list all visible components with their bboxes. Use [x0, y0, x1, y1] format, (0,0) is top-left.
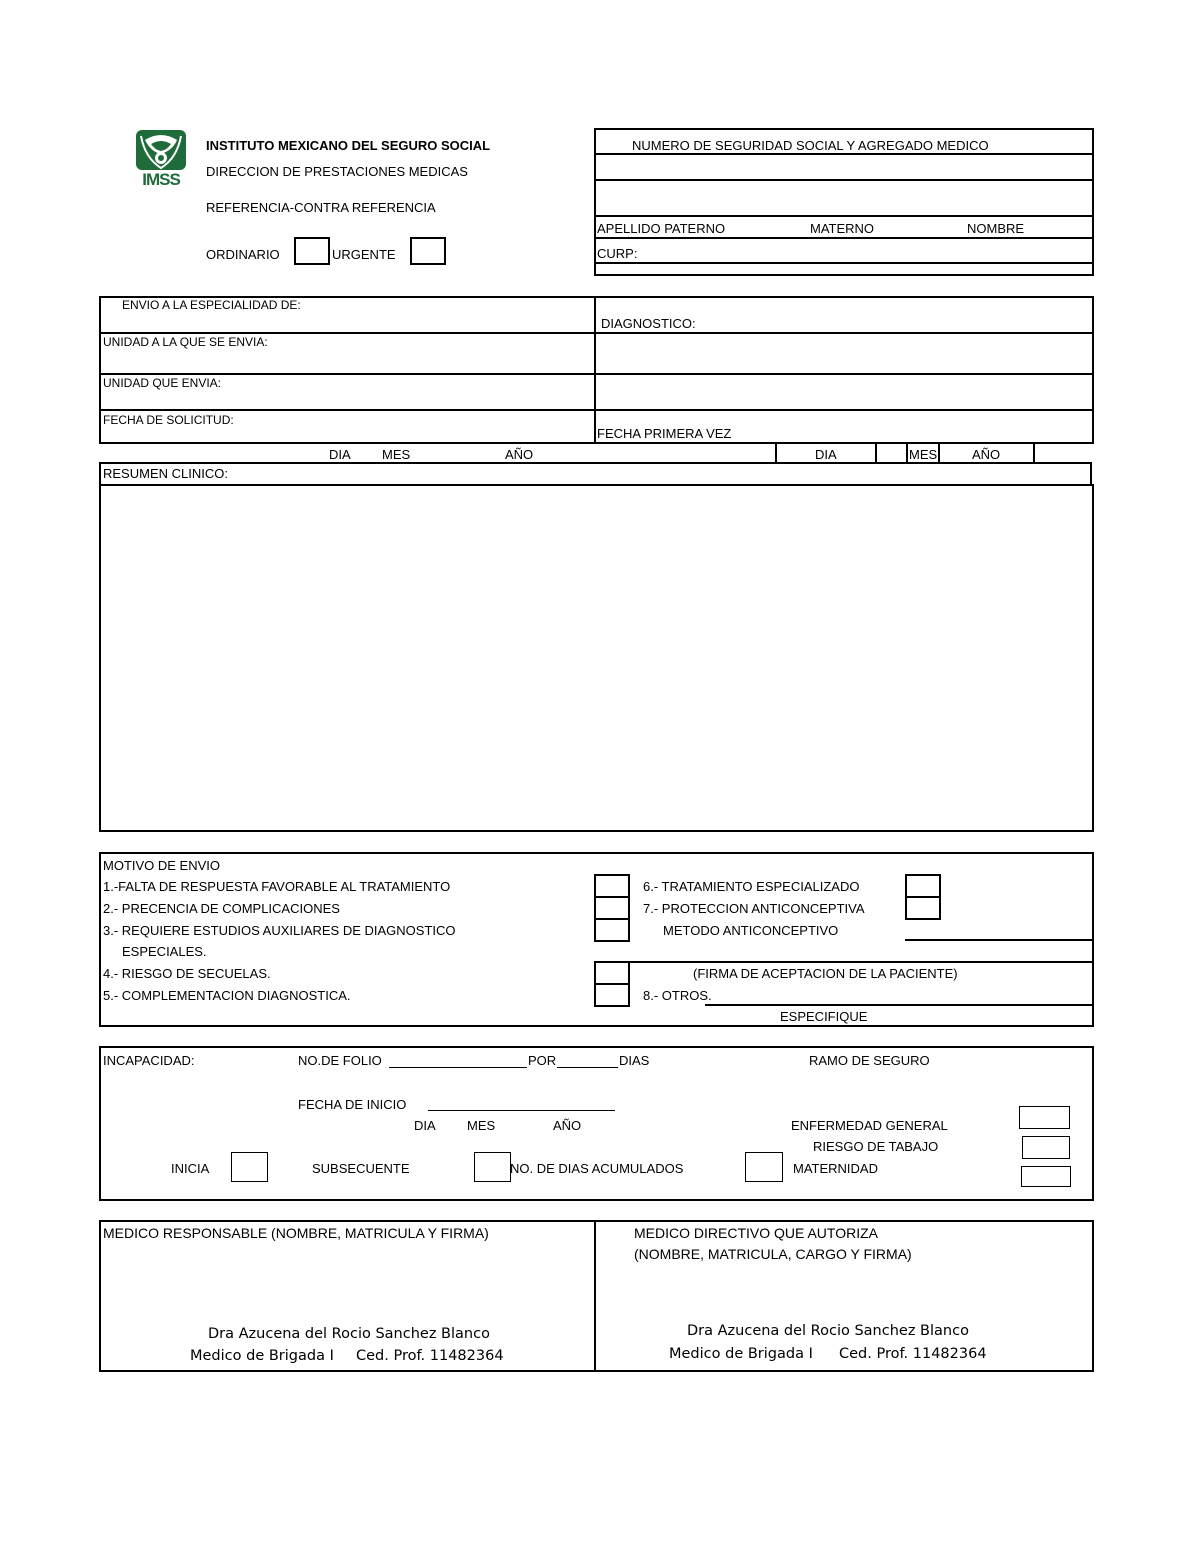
por-line[interactable]	[557, 1067, 618, 1068]
name-field[interactable]	[596, 181, 1092, 214]
especifique-label: ESPECIFIQUE	[780, 1009, 868, 1024]
direction-name: DIRECCION DE PRESTACIONES MEDICAS	[206, 164, 468, 179]
directivo-signature-role: Medico de Brigada I	[669, 1346, 813, 1362]
resumen-area[interactable]	[99, 484, 1094, 832]
enfermedad-label: ENFERMEDAD GENERAL	[791, 1118, 948, 1133]
motivo-1-checkbox[interactable]	[594, 874, 630, 898]
motivo-4-checkbox[interactable]	[594, 961, 630, 985]
solicitud-mes: MES	[382, 447, 411, 462]
institute-name: INSTITUTO MEXICANO DEL SEGURO SOCIAL	[206, 138, 491, 153]
fecha-inicio-label: FECHA DE INICIO	[298, 1097, 407, 1112]
ramo-label: RAMO DE SEGURO	[809, 1053, 930, 1068]
fecha-solicitud-label: FECHA DE SOLICITUD:	[103, 413, 234, 427]
responsable-signature-role: Medico de Brigada I	[190, 1348, 334, 1364]
medico-responsable-label: MEDICO RESPONSABLE (NOMBRE, MATRICULA Y FIRMA)	[103, 1225, 489, 1241]
imss-logo	[133, 128, 189, 190]
inicia-label: INICIA	[171, 1161, 210, 1176]
primera-vez-dia: DIA	[815, 447, 837, 462]
urgente-checkbox[interactable]	[410, 237, 446, 265]
metodo-label: METODO ANTICONCEPTIVO	[663, 923, 839, 938]
maternidad-checkbox[interactable]	[1021, 1166, 1071, 1187]
motivo-6: 6.- TRATAMIENTO ESPECIALIZADO	[643, 879, 860, 894]
motivo-3-checkbox[interactable]	[594, 918, 630, 942]
subsecuente-checkbox[interactable]	[474, 1152, 511, 1182]
imss-logo-text: IMSS	[142, 170, 180, 189]
inicio-dia: DIA	[414, 1118, 436, 1133]
curp-label: CURP:	[597, 246, 638, 261]
especialidad-label: ENVIO A LA ESPECIALIDAD DE:	[122, 298, 301, 312]
responsable-signature-ced: Ced. Prof. 11482364	[356, 1348, 504, 1364]
incapacidad-title: INCAPACIDAD:	[103, 1053, 195, 1068]
nss-field[interactable]	[596, 155, 1092, 179]
apellido-paterno-label: APELLIDO PATERNO	[597, 221, 726, 236]
acumulados-label: NO. DE DIAS ACUMULADOS	[510, 1161, 684, 1176]
folio-label: NO.DE FOLIO	[298, 1053, 382, 1068]
enfermedad-checkbox[interactable]	[1019, 1106, 1070, 1129]
solicitud-anio: AÑO	[505, 447, 534, 462]
resumen-label: RESUMEN CLINICO:	[103, 466, 228, 481]
medico-directivo-label-1: MEDICO DIRECTIVO QUE AUTORIZA	[634, 1225, 878, 1241]
inicia-checkbox[interactable]	[231, 1152, 268, 1182]
nombre-label: NOMBRE	[967, 221, 1025, 236]
riesgo-checkbox[interactable]	[1022, 1136, 1070, 1159]
unidad-envia-a-label: UNIDAD A LA QUE SE ENVIA:	[103, 335, 268, 349]
motivo-5: 5.- COMPLEMENTACION DIAGNOSTICA.	[103, 988, 351, 1003]
unidad-envia-label: UNIDAD QUE ENVIA:	[103, 376, 222, 390]
por-label: POR	[528, 1053, 557, 1068]
motivo-3: 3.- REQUIERE ESTUDIOS AUXILIARES DE DIAGNOSTICO	[103, 923, 456, 938]
motivo-7-checkbox[interactable]	[905, 896, 941, 920]
solicitud-dia: DIA	[329, 447, 351, 462]
acumulados-checkbox[interactable]	[745, 1152, 783, 1182]
inicio-anio: AÑO	[553, 1118, 582, 1133]
ordinario-checkbox[interactable]	[294, 237, 330, 265]
primera-vez-anio: AÑO	[972, 447, 1001, 462]
motivo-title: MOTIVO DE ENVIO	[103, 858, 221, 873]
nss-label: NUMERO DE SEGURIDAD SOCIAL Y AGREGADO MEDICO	[632, 138, 989, 153]
inicio-mes: MES	[467, 1118, 496, 1133]
directivo-signature-name: Dra Azucena del Rocio Sanchez Blanco	[687, 1323, 969, 1339]
responsable-signature-name: Dra Azucena del Rocio Sanchez Blanco	[208, 1326, 490, 1342]
urgente-label: URGENTE	[332, 247, 396, 262]
motivo-1: 1.-FALTA DE RESPUESTA FAVORABLE AL TRATAMIENTO	[103, 879, 451, 894]
motivo-7: 7.- PROTECCION ANTICONCEPTIVA	[643, 901, 865, 916]
motivo-2-checkbox[interactable]	[594, 896, 630, 920]
folio-line[interactable]	[389, 1067, 527, 1068]
motivo-2: 2.- PRECENCIA DE COMPLICACIONES	[103, 901, 340, 916]
maternidad-label: MATERNIDAD	[793, 1161, 878, 1176]
referral-box	[99, 296, 1094, 444]
materno-label: MATERNO	[810, 221, 875, 236]
fecha-primera-vez-label: FECHA PRIMERA VEZ	[597, 426, 732, 441]
subsecuente-label: SUBSECUENTE	[312, 1161, 410, 1176]
motivo-3b: ESPECIALES.	[122, 944, 207, 959]
riesgo-label: RIESGO DE TABAJO	[813, 1139, 939, 1154]
motivo-8: 8.- OTROS.	[643, 988, 712, 1003]
dias-label: DIAS	[619, 1053, 650, 1068]
ordinario-label: ORDINARIO	[206, 247, 280, 262]
resumen-header	[99, 462, 1092, 486]
medico-directivo-label-2: (NOMBRE, MATRICULA, CARGO Y FIRMA)	[634, 1246, 912, 1262]
directivo-signature-ced: Ced. Prof. 11482364	[839, 1346, 987, 1362]
diagnostico-label: DIAGNOSTICO:	[601, 316, 696, 331]
primera-vez-mes: MES	[909, 447, 938, 462]
firma-label: (FIRMA DE ACEPTACION DE LA PACIENTE)	[693, 966, 958, 981]
form-title: REFERENCIA-CONTRA REFERENCIA	[206, 200, 436, 215]
fecha-inicio-line[interactable]	[428, 1110, 615, 1111]
motivo-4: 4.- RIESGO DE SECUELAS.	[103, 966, 271, 981]
motivo-5-checkbox[interactable]	[594, 983, 630, 1007]
motivo-6-checkbox[interactable]	[905, 874, 941, 898]
